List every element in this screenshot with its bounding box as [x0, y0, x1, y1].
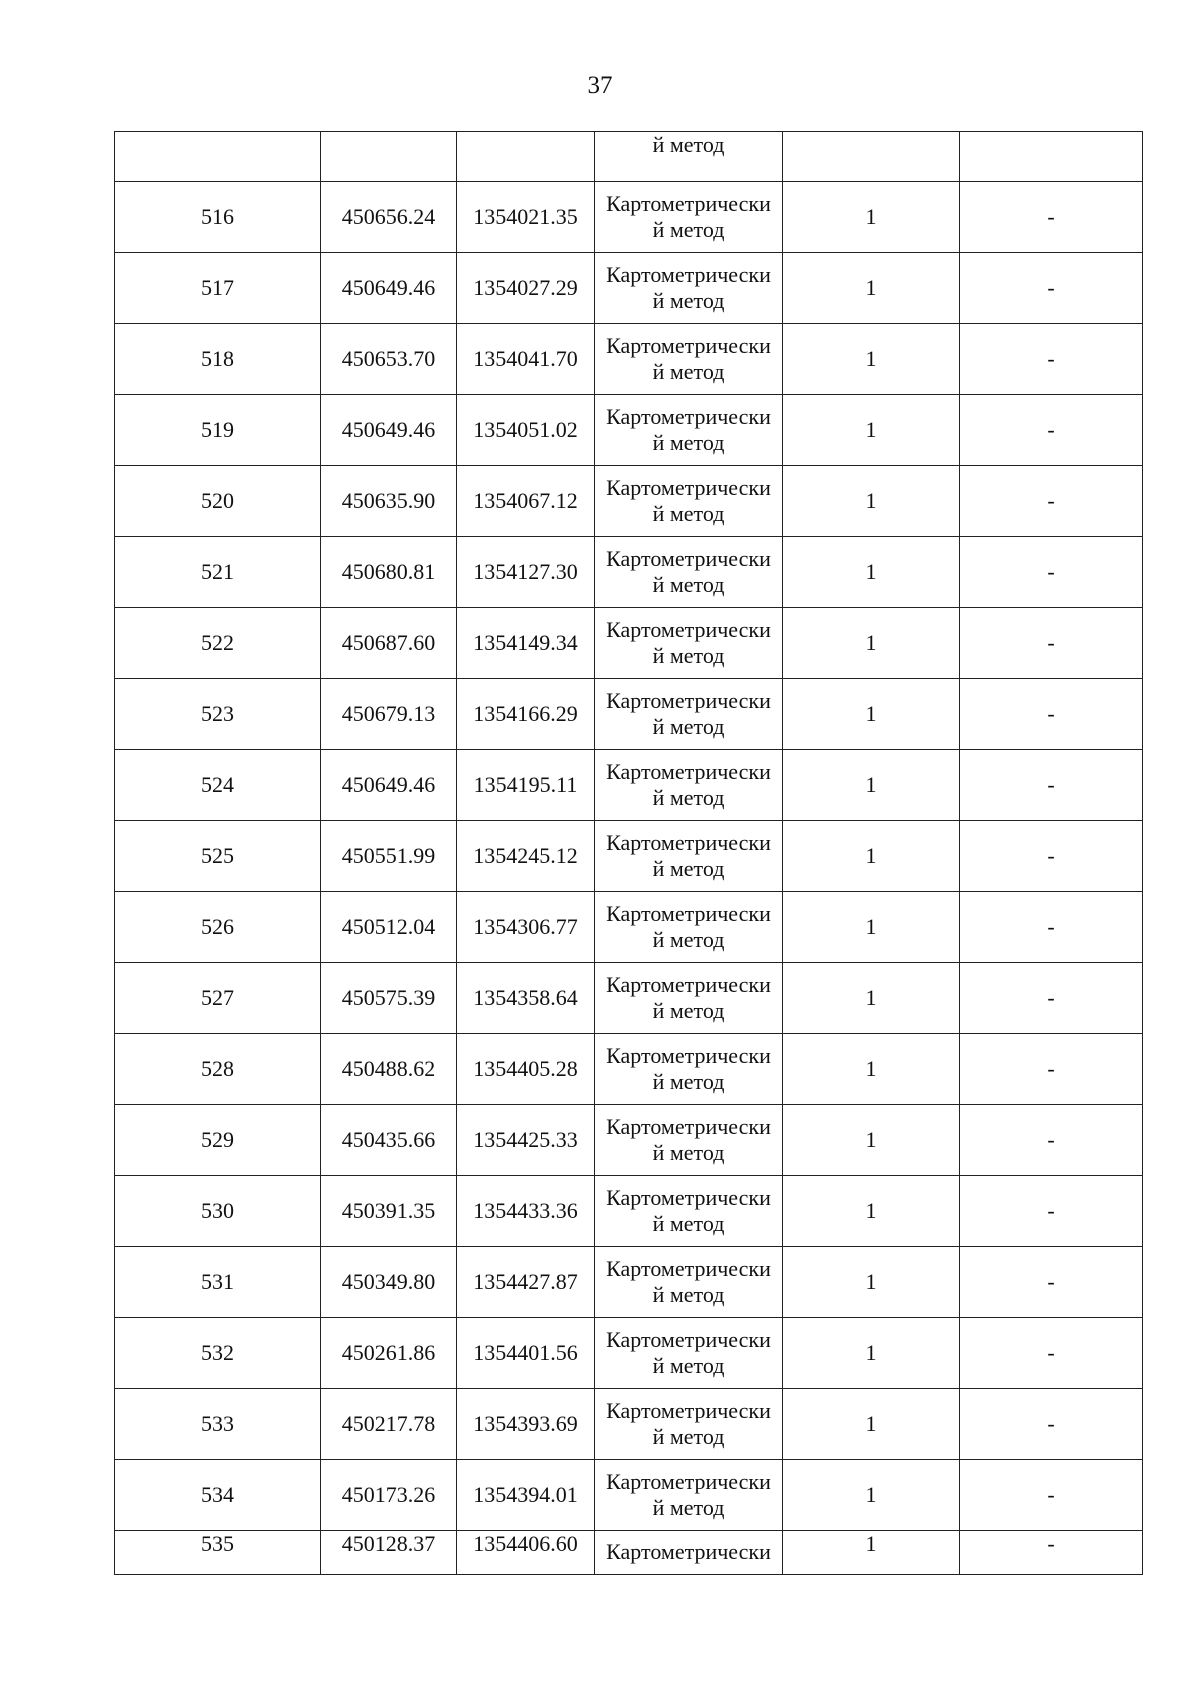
method-line-1: Картометрически — [606, 688, 771, 713]
point-number-cell: 527 — [115, 963, 321, 1034]
method-line-1: Картометрически — [606, 1539, 771, 1564]
accuracy-cell: 1 — [783, 1176, 960, 1247]
accuracy-cell: 1 — [783, 1389, 960, 1460]
table-row — [115, 963, 1143, 1034]
y-coordinate-cell: 1354393.69 — [457, 1389, 595, 1460]
method-line-1: Картометрически — [606, 1185, 771, 1210]
point-number-cell: 530 — [115, 1176, 321, 1247]
method-cell — [595, 608, 783, 679]
point-number-cell: 528 — [115, 1034, 321, 1105]
method-cell — [595, 1176, 783, 1247]
table-cell — [960, 132, 1143, 182]
method-line-1: Картометрически — [606, 1327, 771, 1352]
method-cell — [595, 1105, 783, 1176]
description-cell: - — [960, 821, 1143, 892]
method-line-1: Картометрически — [606, 759, 771, 784]
y-coordinate-cell: 1354405.28 — [457, 1034, 595, 1105]
point-number-cell: 521 — [115, 537, 321, 608]
point-number-cell: 526 — [115, 892, 321, 963]
table-row — [115, 466, 1143, 537]
y-coordinate-cell: 1354394.01 — [457, 1460, 595, 1531]
accuracy-cell: 1 — [783, 963, 960, 1034]
method-line-2: й метод — [652, 1211, 725, 1236]
method-line-1: Картометрически — [606, 546, 771, 571]
description-cell: - — [960, 324, 1143, 395]
method-line-2: й метод — [652, 217, 725, 242]
method-cell — [595, 679, 783, 750]
method-line-1: Картометрически — [606, 191, 771, 216]
method-line-2: й метод — [652, 785, 725, 810]
table-row — [115, 1460, 1143, 1531]
x-coordinate-cell: 450173.26 — [321, 1460, 457, 1531]
point-number-cell: 522 — [115, 608, 321, 679]
x-coordinate-cell: 450649.46 — [321, 750, 457, 821]
accuracy-cell: 1 — [783, 253, 960, 324]
method-cell — [595, 892, 783, 963]
accuracy-cell: 1 — [783, 1531, 960, 1575]
accuracy-cell: 1 — [783, 1318, 960, 1389]
description-cell: - — [960, 1176, 1143, 1247]
method-cell — [595, 1318, 783, 1389]
table-cell — [783, 132, 960, 182]
method-cell — [595, 1531, 783, 1575]
description-cell: - — [960, 1034, 1143, 1105]
table-cell — [115, 132, 321, 182]
x-coordinate-cell: 450128.37 — [321, 1531, 457, 1575]
accuracy-cell: 1 — [783, 1247, 960, 1318]
method-cell — [595, 1389, 783, 1460]
method-line-2: й метод — [652, 1140, 725, 1165]
table-row — [115, 1247, 1143, 1318]
method-cell — [595, 253, 783, 324]
method-line-1: Картометрически — [606, 972, 771, 997]
y-coordinate-cell: 1354358.64 — [457, 963, 595, 1034]
description-cell: - — [960, 253, 1143, 324]
method-line-1: Картометрически — [606, 617, 771, 642]
accuracy-cell: 1 — [783, 892, 960, 963]
table-row — [115, 1105, 1143, 1176]
accuracy-cell: 1 — [783, 821, 960, 892]
point-number-cell: 518 — [115, 324, 321, 395]
accuracy-cell: 1 — [783, 750, 960, 821]
method-line-1: Картометрически — [606, 475, 771, 500]
y-coordinate-cell: 1354149.34 — [457, 608, 595, 679]
description-cell: - — [960, 537, 1143, 608]
accuracy-cell: 1 — [783, 466, 960, 537]
point-number-cell: 524 — [115, 750, 321, 821]
x-coordinate-cell: 450435.66 — [321, 1105, 457, 1176]
table-row — [115, 821, 1143, 892]
description-cell: - — [960, 963, 1143, 1034]
method-line-2: й метод — [652, 643, 725, 668]
y-coordinate-cell: 1354427.87 — [457, 1247, 595, 1318]
table-row — [115, 537, 1143, 608]
point-number-cell: 535 — [115, 1531, 321, 1575]
accuracy-cell: 1 — [783, 679, 960, 750]
description-cell: - — [960, 1105, 1143, 1176]
method-cell — [595, 466, 783, 537]
method-line-2: й метод — [652, 1069, 725, 1094]
table-row — [115, 750, 1143, 821]
method-cell — [595, 324, 783, 395]
method-line-1: Картометрически — [606, 404, 771, 429]
point-number-cell: 529 — [115, 1105, 321, 1176]
description-cell: - — [960, 1460, 1143, 1531]
method-line-2: й метод — [652, 856, 725, 881]
accuracy-cell: 1 — [783, 537, 960, 608]
y-coordinate-cell: 1354245.12 — [457, 821, 595, 892]
description-cell: - — [960, 679, 1143, 750]
description-cell: - — [960, 182, 1143, 253]
method-cell — [595, 537, 783, 608]
accuracy-cell: 1 — [783, 182, 960, 253]
method-cell — [595, 1460, 783, 1531]
x-coordinate-cell: 450656.24 — [321, 182, 457, 253]
method-line-2: й метод — [652, 1282, 725, 1307]
table-row — [115, 679, 1143, 750]
x-coordinate-cell: 450653.70 — [321, 324, 457, 395]
method-line-1: Картометрически — [606, 333, 771, 358]
method-line-1: Картометрически — [606, 1398, 771, 1423]
method-line-2: й метод — [652, 572, 725, 597]
point-number-cell: 519 — [115, 395, 321, 466]
x-coordinate-cell: 450635.90 — [321, 466, 457, 537]
method-line-2: й метод — [652, 359, 725, 384]
description-cell: - — [960, 1247, 1143, 1318]
x-coordinate-cell: 450679.13 — [321, 679, 457, 750]
method-line-1: Картометрически — [606, 1043, 771, 1068]
x-coordinate-cell: 450649.46 — [321, 395, 457, 466]
description-cell: - — [960, 750, 1143, 821]
x-coordinate-cell: 450217.78 — [321, 1389, 457, 1460]
description-cell: - — [960, 1531, 1143, 1575]
accuracy-cell: 1 — [783, 1034, 960, 1105]
point-number-cell: 533 — [115, 1389, 321, 1460]
point-number-cell: 525 — [115, 821, 321, 892]
method-cell — [595, 1247, 783, 1318]
table-row — [115, 253, 1143, 324]
y-coordinate-cell: 1354406.60 — [457, 1531, 595, 1575]
method-line-1: Картометрически — [606, 1114, 771, 1139]
table-cell — [457, 132, 595, 182]
method-cell-continuation: й метод — [595, 132, 783, 182]
method-line-1: Картометрически — [606, 830, 771, 855]
table-body — [115, 132, 1143, 1575]
x-coordinate-cell: 450261.86 — [321, 1318, 457, 1389]
page-number: 37 — [587, 72, 613, 99]
method-line-2: й метод — [652, 501, 725, 526]
continuation-row — [115, 132, 1143, 182]
point-number-cell: 531 — [115, 1247, 321, 1318]
y-coordinate-cell: 1354127.30 — [457, 537, 595, 608]
method-line-1: Картометрически — [606, 1256, 771, 1281]
method-line-2: й метод — [652, 288, 725, 313]
accuracy-cell: 1 — [783, 1460, 960, 1531]
table-cell — [321, 132, 457, 182]
y-coordinate-cell: 1354401.56 — [457, 1318, 595, 1389]
method-line-1: Картометрически — [606, 901, 771, 926]
table-row — [115, 1318, 1143, 1389]
description-cell: - — [960, 466, 1143, 537]
table-row — [115, 182, 1143, 253]
table-row — [115, 1176, 1143, 1247]
method-line-1: Картометрически — [606, 262, 771, 287]
point-number-cell: 523 — [115, 679, 321, 750]
y-coordinate-cell: 1354041.70 — [457, 324, 595, 395]
y-coordinate-cell: 1354027.29 — [457, 253, 595, 324]
table-row — [115, 608, 1143, 679]
method-line-2: й метод — [652, 1495, 725, 1520]
y-coordinate-cell: 1354425.33 — [457, 1105, 595, 1176]
x-coordinate-cell: 450391.35 — [321, 1176, 457, 1247]
point-number-cell: 534 — [115, 1460, 321, 1531]
point-number-cell: 517 — [115, 253, 321, 324]
method-line-1: Картометрически — [606, 1469, 771, 1494]
method-cell — [595, 182, 783, 253]
x-coordinate-cell: 450512.04 — [321, 892, 457, 963]
y-coordinate-cell: 1354433.36 — [457, 1176, 595, 1247]
accuracy-cell: 1 — [783, 1105, 960, 1176]
x-coordinate-cell: 450649.46 — [321, 253, 457, 324]
method-line-2: й метод — [652, 927, 725, 952]
table-row — [115, 892, 1143, 963]
table-row — [115, 395, 1143, 466]
description-cell: - — [960, 395, 1143, 466]
point-number-cell: 532 — [115, 1318, 321, 1389]
method-line-2: й метод — [652, 714, 725, 739]
method-cell — [595, 821, 783, 892]
y-coordinate-cell: 1354021.35 — [457, 182, 595, 253]
x-coordinate-cell: 450488.62 — [321, 1034, 457, 1105]
x-coordinate-cell: 450687.60 — [321, 608, 457, 679]
y-coordinate-cell: 1354067.12 — [457, 466, 595, 537]
method-cell — [595, 750, 783, 821]
method-cell — [595, 395, 783, 466]
point-number-cell: 516 — [115, 182, 321, 253]
table-row — [115, 1389, 1143, 1460]
x-coordinate-cell: 450551.99 — [321, 821, 457, 892]
table-row — [115, 1531, 1143, 1575]
point-number-cell: 520 — [115, 466, 321, 537]
method-line-2: й метод — [652, 1353, 725, 1378]
description-cell: - — [960, 608, 1143, 679]
description-cell: - — [960, 1389, 1143, 1460]
y-coordinate-cell: 1354195.11 — [457, 750, 595, 821]
accuracy-cell: 1 — [783, 395, 960, 466]
method-line-2: й метод — [652, 1424, 725, 1449]
x-coordinate-cell: 450349.80 — [321, 1247, 457, 1318]
x-coordinate-cell: 450680.81 — [321, 537, 457, 608]
y-coordinate-cell: 1354166.29 — [457, 679, 595, 750]
accuracy-cell: 1 — [783, 324, 960, 395]
y-coordinate-cell: 1354051.02 — [457, 395, 595, 466]
method-cell — [595, 963, 783, 1034]
coordinates-table — [114, 131, 1143, 1575]
table-row — [115, 324, 1143, 395]
accuracy-cell: 1 — [783, 608, 960, 679]
description-cell: - — [960, 892, 1143, 963]
method-line-2: й метод — [652, 998, 725, 1023]
x-coordinate-cell: 450575.39 — [321, 963, 457, 1034]
table-row — [115, 1034, 1143, 1105]
y-coordinate-cell: 1354306.77 — [457, 892, 595, 963]
description-cell: - — [960, 1318, 1143, 1389]
method-line-2: й метод — [652, 430, 725, 455]
method-cell — [595, 1034, 783, 1105]
